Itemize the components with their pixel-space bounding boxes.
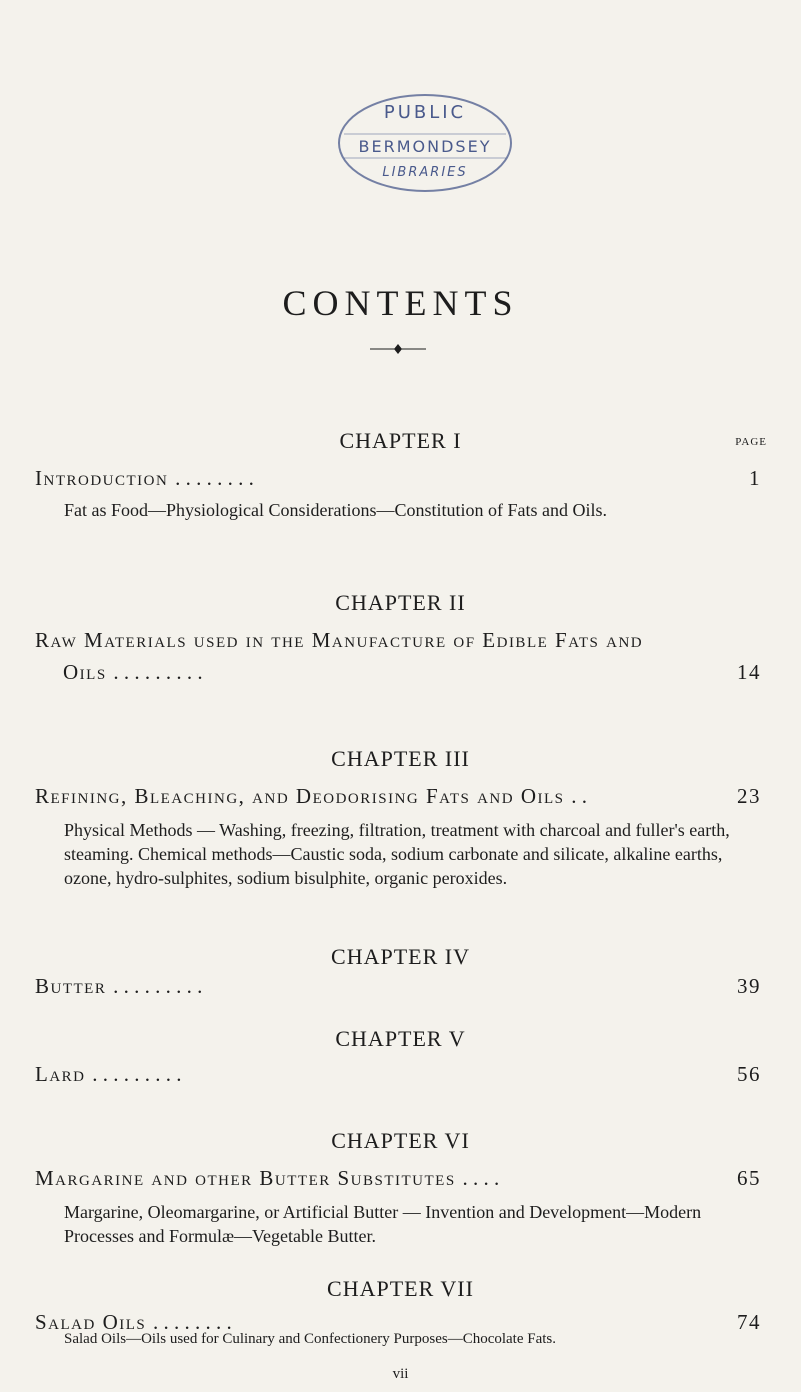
toc-entry-title: Oils — [63, 660, 107, 684]
toc-leader-dots: . . . . . . . . . — [113, 660, 203, 684]
toc-entry[interactable] — [35, 784, 761, 809]
chapter-description: Physical Methods — Washing, freezing, filtration, treatment with charcoal and fuller's earth, steaming. Chemical methods—Caustic soda, sodium carbonate and silicate, alkaline earths, ozone, hydro-sulphites, sodium bisulphite, organic peroxides. — [64, 820, 730, 888]
toc-leader-dots: . . . . . . . . — [153, 1310, 232, 1334]
chapter-description: Salad Oils—Oils used for Culinary and Confectionery Purposes—Chocolate Fats. — [64, 1331, 557, 1347]
toc-page-number: 14 — [737, 660, 761, 684]
chapter-heading: CHAPTER VII — [327, 1276, 474, 1301]
toc-entry[interactable] — [35, 1166, 761, 1191]
library-stamp — [332, 84, 518, 202]
stamp-top-text: PUBLIC — [383, 102, 467, 123]
toc-leader-dots: . . . . . . . . . — [113, 974, 203, 998]
toc-entry[interactable] — [35, 974, 761, 999]
toc-entry[interactable] — [35, 466, 761, 491]
toc-entry-title: Lard — [35, 1062, 86, 1086]
toc-page-number: 39 — [737, 974, 761, 998]
toc-page-number: 23 — [737, 784, 761, 808]
divider-ornament-icon — [368, 342, 428, 356]
toc-entry-line[interactable] — [35, 628, 761, 653]
page-number-footer: vii — [392, 1366, 409, 1382]
chapter-heading: CHAPTER III — [331, 746, 470, 771]
chapter-heading: CHAPTER I — [339, 428, 462, 453]
chapter-heading: CHAPTER VI — [331, 1128, 470, 1153]
chapter-heading: CHAPTER IV — [331, 944, 470, 969]
chapter-description: Margarine, Oleomargarine, or Artificial Butter — Invention and Development—Modern Processes and Formulæ—Vegetable Butter. — [64, 1202, 702, 1246]
chapter-heading: CHAPTER V — [335, 1026, 466, 1051]
toc-entry-title: Salad Oils — [35, 1310, 147, 1334]
toc-leader-dots: . . . . — [462, 1166, 500, 1190]
stamp-middle-text: BERMONDSEY — [358, 137, 492, 156]
stamp-bottom-text: LIBRARIES — [382, 165, 468, 180]
page-column-header: PAGE — [735, 436, 767, 448]
toc-entry-title: Refining, Bleaching, and Deodorising Fats and Oils — [35, 784, 565, 808]
toc-leader-dots: . . . . . . . . — [175, 466, 254, 490]
toc-entry-title: Raw Materials used in the Manufacture of Edible Fats and — [35, 628, 644, 652]
toc-page-number: 65 — [737, 1166, 761, 1190]
toc-page-number: 74 — [737, 1310, 761, 1334]
toc-entry[interactable] — [35, 1062, 761, 1087]
toc-entry-title: Butter — [35, 974, 107, 998]
chapter-heading: CHAPTER II — [335, 590, 466, 615]
toc-page-number: 56 — [737, 1062, 761, 1086]
toc-page-number: 1 — [749, 466, 761, 490]
toc-leader-dots: . . — [571, 784, 588, 808]
toc-leader-dots: . . . . . . . . . — [92, 1062, 182, 1086]
toc-entry-title: Introduction — [35, 466, 169, 490]
toc-entry-title: Margarine and other Butter Substitutes — [35, 1166, 456, 1190]
page-title: CONTENTS — [282, 283, 519, 323]
toc-entry[interactable] — [63, 660, 761, 685]
chapter-description: Fat as Food—Physiological Considerations—Constitution of Fats and Oils. — [64, 500, 608, 520]
